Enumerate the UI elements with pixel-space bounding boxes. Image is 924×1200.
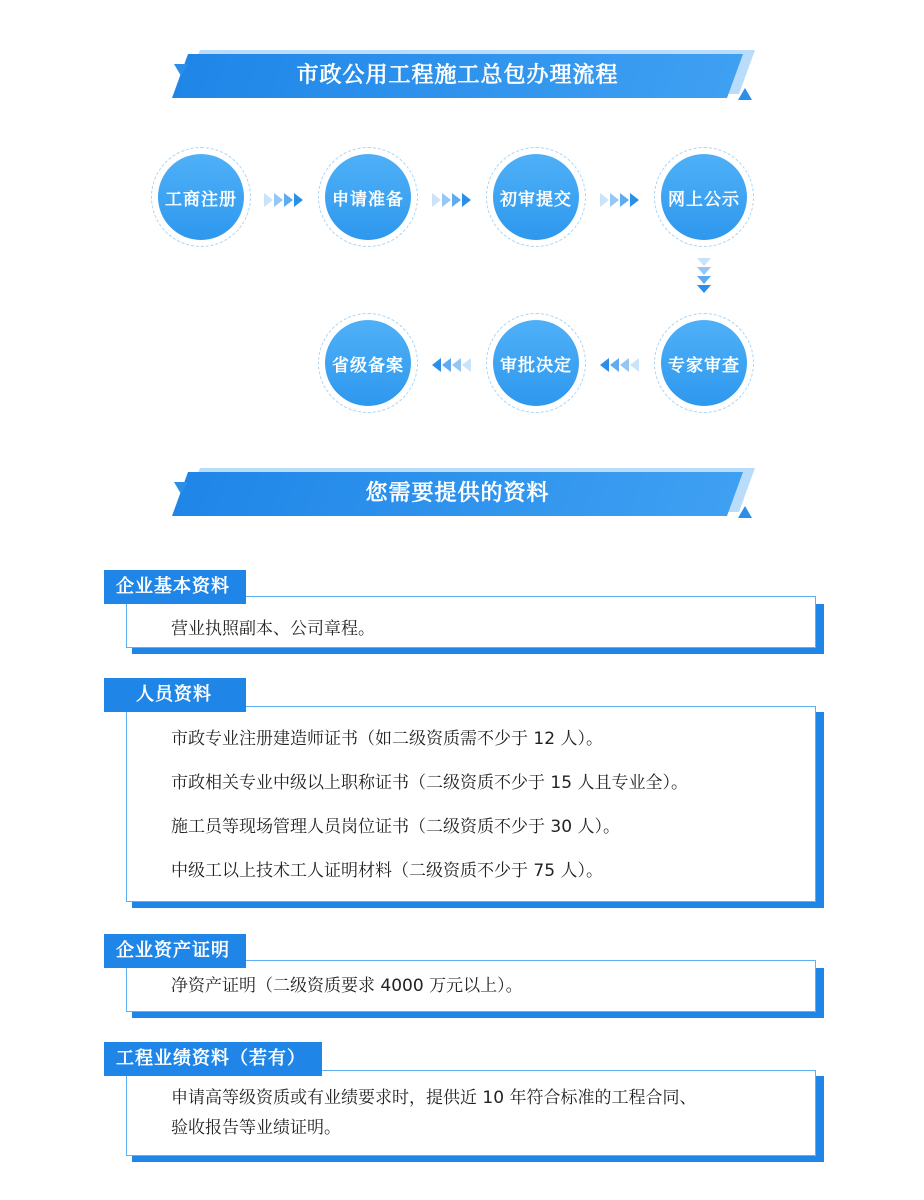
process-title: 市政公用工程施工总包办理流程: [296, 63, 619, 88]
arrow-right-icon: [600, 190, 642, 210]
card-tag: 工程业绩资料（若有）: [104, 1042, 322, 1076]
material-card-performance: [104, 1042, 824, 1166]
materials-title: 您需要提供的资料: [365, 481, 550, 506]
arrow-down-icon: [694, 258, 714, 300]
banner-right-triangle: [738, 506, 752, 518]
card-box: [126, 1070, 816, 1156]
card-line: 中级工以上技术工人证明材料（二级资质不少于 75 人）。: [171, 861, 603, 881]
material-card-assets: [104, 934, 824, 1022]
step-label: 专家审查: [661, 320, 747, 406]
step-label: 审批决定: [493, 320, 579, 406]
step-label: 初审提交: [493, 154, 579, 240]
arrow-left-icon: [600, 355, 642, 375]
arrow-right-icon: [264, 190, 306, 210]
card-tag: 企业基本资料: [104, 570, 246, 604]
material-card-basic: [104, 570, 824, 660]
card-line: 净资产证明（二级资质要求 4000 万元以上）。: [171, 976, 523, 996]
step-initial-review: [486, 147, 586, 247]
arrow-left-icon: [432, 355, 474, 375]
step-approval-decision: [486, 313, 586, 413]
process-banner: [170, 46, 760, 116]
card-line: 申请高等级资质或有业绩要求时，提供近 10 年符合标准的工程合同、: [171, 1088, 697, 1108]
card-tag: 企业资产证明: [104, 934, 246, 968]
step-expert-review: [654, 313, 754, 413]
step-business-registration: [151, 147, 251, 247]
banner-right-triangle: [738, 88, 752, 100]
material-card-personnel: [104, 678, 824, 910]
materials-banner: [170, 464, 760, 534]
card-box: [126, 706, 816, 902]
step-label: 省级备案: [325, 320, 411, 406]
card-line: 验收报告等业绩证明。: [171, 1118, 341, 1138]
step-application-prep: [318, 147, 418, 247]
step-label: 申请准备: [325, 154, 411, 240]
card-line: 市政专业注册建造师证书（如二级资质需不少于 12 人）。: [171, 729, 603, 749]
card-line: 营业执照副本、公司章程。: [171, 619, 375, 639]
step-label: 网上公示: [661, 154, 747, 240]
card-line: 市政相关专业中级以上职称证书（二级资质不少于 15 人且专业全）。: [171, 773, 688, 793]
step-provincial-filing: [318, 313, 418, 413]
arrow-right-icon: [432, 190, 474, 210]
card-line: 施工员等现场管理人员岗位证书（二级资质不少于 30 人）。: [171, 817, 620, 837]
card-tag: 人员资料: [104, 678, 246, 712]
step-label: 工商注册: [158, 154, 244, 240]
step-public-notice: [654, 147, 754, 247]
